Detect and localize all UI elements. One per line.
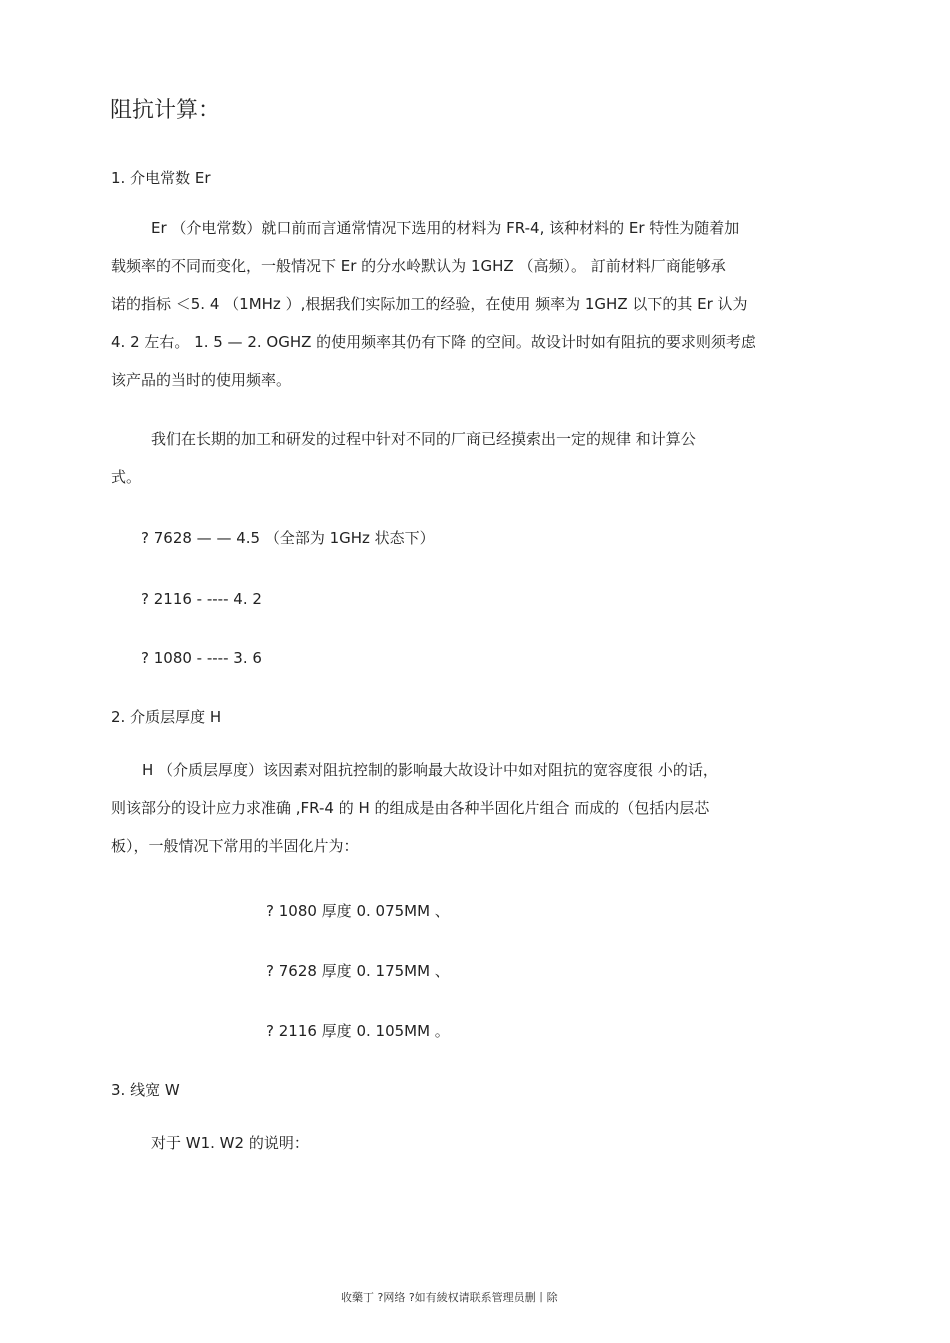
- bullet-item: ? 2116 - ---- 4. 2: [141, 590, 262, 608]
- bullet-item: ? 1080 厚度 0. 075MM 、: [266, 902, 450, 920]
- bullet-item: ? 7628 厚度 0. 175MM 、: [266, 962, 450, 980]
- paragraph-line: 板），一般情况下常用的半固化片为：: [111, 837, 359, 855]
- bullet-item: ? 7628 — — 4.5 （全部为 1GHz 状态下）: [141, 529, 435, 547]
- section-2-heading: 2. 介质层厚度 H: [111, 708, 222, 726]
- section-1-paragraph-2: [111, 420, 871, 496]
- paragraph-line: 式。: [111, 468, 142, 486]
- paragraph-line: 我们在长期的加工和研发的过程中针对不同的厂商已经摸索出一定的规律 和计算公: [151, 430, 696, 448]
- section-3-paragraph: 对于 W1. W2 的说明：: [151, 1134, 309, 1152]
- section-3-heading: 3. 线宽 W: [111, 1081, 180, 1099]
- paragraph-line: H （介质层厚度）该因素对阻抗控制的影响最大故设计中如对阻抗的宽容度很 小的话，: [142, 761, 718, 779]
- bullet-item: ? 2116 厚度 0. 105MM 。: [266, 1022, 450, 1040]
- paragraph-line: 4. 2 左右。 1. 5 — 2. OGHZ 的使用频率其仍有下降 的空间。故设计时如有阻抗的要求则须考虑: [111, 333, 756, 351]
- bullet-item: ? 1080 - ---- 3. 6: [141, 649, 262, 667]
- paragraph-line: 诺的指标 ＜5. 4 （1MHz ）,根据我们实际加工的经验，在使用 频率为 1GHZ 以下的其 Er 认为: [111, 295, 748, 313]
- section-1-heading: 1. 介电常数 Er: [111, 169, 211, 187]
- paragraph-line: 该产品的当时的使用频率。: [111, 371, 292, 389]
- page-title: 阻抗计算：: [110, 98, 221, 123]
- paragraph-line: Er （介电常数）就口前而言通常情况下选用的材料为 FR-4, 该种材料的 Er 特性为随着加: [151, 219, 740, 237]
- section-2-paragraph: [111, 751, 871, 865]
- paragraph-line: 则该部分的设计应力求准确 ,FR-4 的 H 的组成是由各种半固化片组合 而成的（包括内层芯: [111, 799, 710, 817]
- section-1-paragraph-1: [111, 209, 871, 399]
- footer-notice: 收藥丁 ?网络 ?如有綾权请联系管理员删丨除: [341, 1291, 558, 1304]
- paragraph-line: 载频率的不同而变化，一般情况下 Er 的分水岭默认为 1GHZ （高频）。 訂前材料厂商能够承: [111, 257, 726, 275]
